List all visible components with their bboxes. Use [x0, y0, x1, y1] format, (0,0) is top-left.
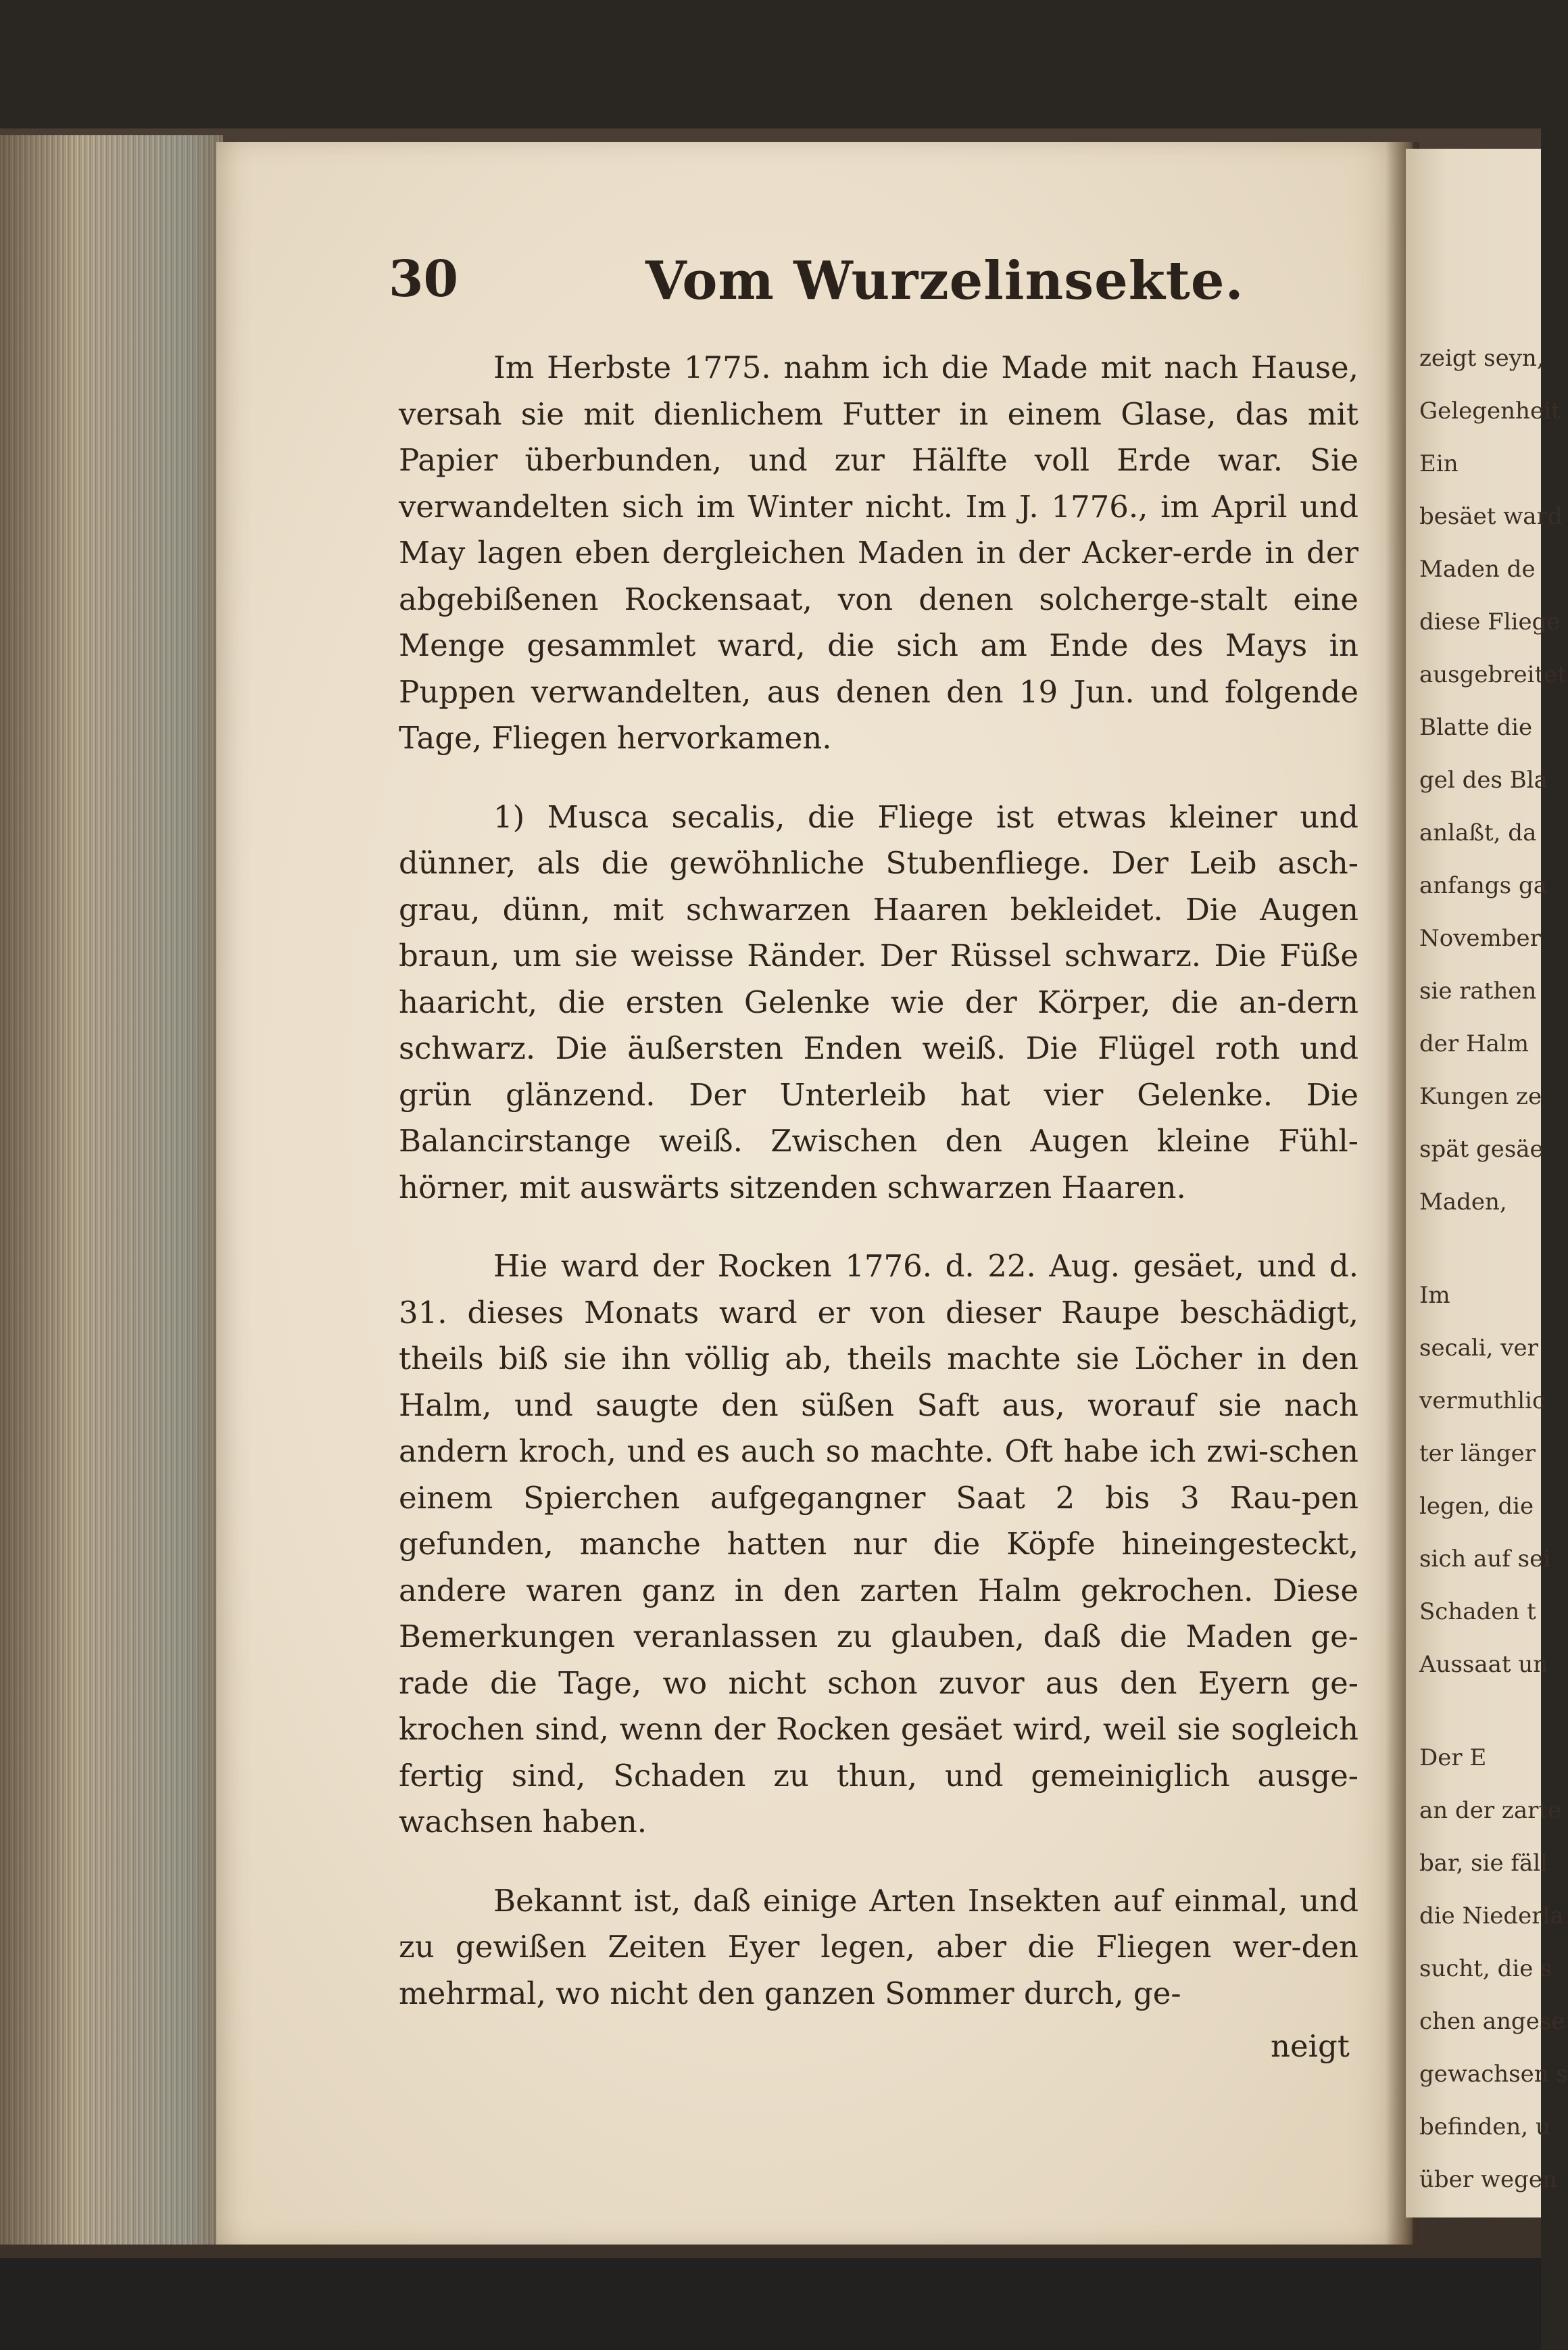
facing-page-fragment: anfangs ga [1419, 872, 1547, 899]
facing-page-fragment: an der zarte [1419, 1797, 1562, 1824]
paragraph-2: 1) Musca secalis, die Fliege ist etwas kleiner und dünner, als die gewöhnliche Stubenfliege. Der Leib asch-grau, dünn, mit schwarzen Haaren bekleidet. Die Augen braun, um sie weisse Ränder. Der Rüssel schwarz. Die Füße haaricht, die ersten Gelenke wie der Körper, die an-dern schwarz. Die äußersten Enden weiß. Die Flügel roth und grün glänzend. Der Unterleib hat vier Gelenke. Die Balancirstange weiß. Zwischen den Augen kleine Fühl-hörner, mit auswärts sitzenden schwarzen Haaren. [399, 798, 1358, 1205]
facing-page-fragment: Im [1419, 1282, 1450, 1309]
facing-page-fragment: Ein [1419, 450, 1459, 477]
facing-page-fragment: Schaden t [1419, 1598, 1536, 1625]
paragraph-4: Bekannt ist, daß einige Arten Insekten auf einmal, und zu gewißen Zeiten Eyer legen, aber die Fliegen wer-den mehrmal, wo nicht den ganzen Sommer durch, ge- [399, 1882, 1358, 2011]
facing-page-fragment: secali, ver [1419, 1335, 1538, 1362]
facing-page-fragment: Blatte die [1419, 714, 1533, 741]
page-number: 30 [389, 250, 458, 308]
facing-page-fragment: bar, sie fäll [1419, 1850, 1548, 1877]
running-title: Vom Wurzelinsekte. [645, 250, 1244, 312]
facing-page-fragment: ausgebreitet [1419, 661, 1567, 688]
facing-page-fragment: Aussaat un [1419, 1651, 1548, 1678]
facing-page-fragment: zeigt seyn, [1419, 345, 1544, 372]
facing-page-fragment: legen, die [1419, 1493, 1534, 1520]
body-text [399, 345, 1358, 2017]
facing-page-fragment: November [1419, 925, 1541, 952]
facing-page-fragment: die Niederla [1419, 1902, 1564, 1929]
catchword: neigt [1271, 2028, 1350, 2064]
facing-page-fragment: Der E [1419, 1744, 1487, 1771]
facing-page-fragment: Gelegenheit [1419, 398, 1561, 425]
facing-page-fragment: Kungen ze [1419, 1083, 1542, 1110]
facing-page-fragment: besäet ward [1419, 503, 1563, 530]
facing-page-fragment: chen angese [1419, 2008, 1565, 2035]
facing-page-fragment: Maden, [1419, 1189, 1507, 1216]
facing-page-fragment: spät gesäe [1419, 1136, 1544, 1163]
page-header [389, 250, 1348, 325]
facing-page-fragment: gewachsen s [1419, 2061, 1568, 2088]
background-surface [0, 2258, 1541, 2350]
facing-page-fragment: befinden, u [1419, 2113, 1550, 2140]
facing-page-fragment: gel des Bla [1419, 767, 1548, 794]
facing-page-fragment: anlaßt, da [1419, 819, 1537, 846]
paragraph-3: Hie ward der Rocken 1776. d. 22. Aug. gesäet, und d. 31. dieses Monats ward er von dieser Raupe beschädigt, theils biß sie ihn völlig ab, theils machte sie Löcher in den Halm, und saugte den süßen Saft aus, worauf sie nach andern kroch, und es auch so machte. Oft habe ich zwi-schen einem Spierchen aufgegangner Saat 2 bis 3 Rau-pen gefunden, manche hatten nur die Köpfe hineingesteckt, andere waren ganz in den zarten Halm gekrochen. Diese Bemerkungen veranlassen zu glauben, daß die Maden ge-rade die Tage, wo nicht schon zuvor aus den Eyern ge-krochen sind, wenn der Rocken gesäet wird, weil sie sogleich fertig sind, Schaden zu thun, und gemeiniglich ausge-wachsen haben. [399, 1248, 1358, 1840]
facing-page [1406, 149, 1568, 2217]
facing-page-fragment: sich auf sei [1419, 1545, 1551, 1573]
facing-page-fragment: sie rathen [1419, 978, 1537, 1005]
facing-page-fragment: der Halm [1419, 1030, 1529, 1057]
paragraph-1: Im Herbste 1775. nahm ich die Made mit nach Hause, versah sie mit dienlichem Futter in einem Glase, das mit Papier überbunden, und zur Hälfte voll Erde war. Sie verwandelten sich im Winter nicht. Im J. 1776., im April und May lagen eben dergleichen Maden in der Acker-erde in der abgebißenen Rockensaat, von denen solcherge-stalt eine Menge gesammlet ward, die sich am Ende des Mays in Puppen verwandelten, aus denen den 19 Jun. und folgende Tage, Fliegen hervorkamen. [399, 350, 1358, 756]
page-edges [0, 135, 223, 2245]
facing-page-fragment: sucht, die s [1419, 1955, 1552, 1982]
facing-page-fragment: vermuthlic [1419, 1387, 1546, 1414]
facing-page-fragment: ter länger [1419, 1440, 1536, 1467]
facing-page-fragment: diese Fliege [1419, 608, 1561, 636]
facing-page-fragment: über wegen [1419, 2166, 1557, 2193]
facing-page-fragment: Maden de [1419, 556, 1536, 583]
